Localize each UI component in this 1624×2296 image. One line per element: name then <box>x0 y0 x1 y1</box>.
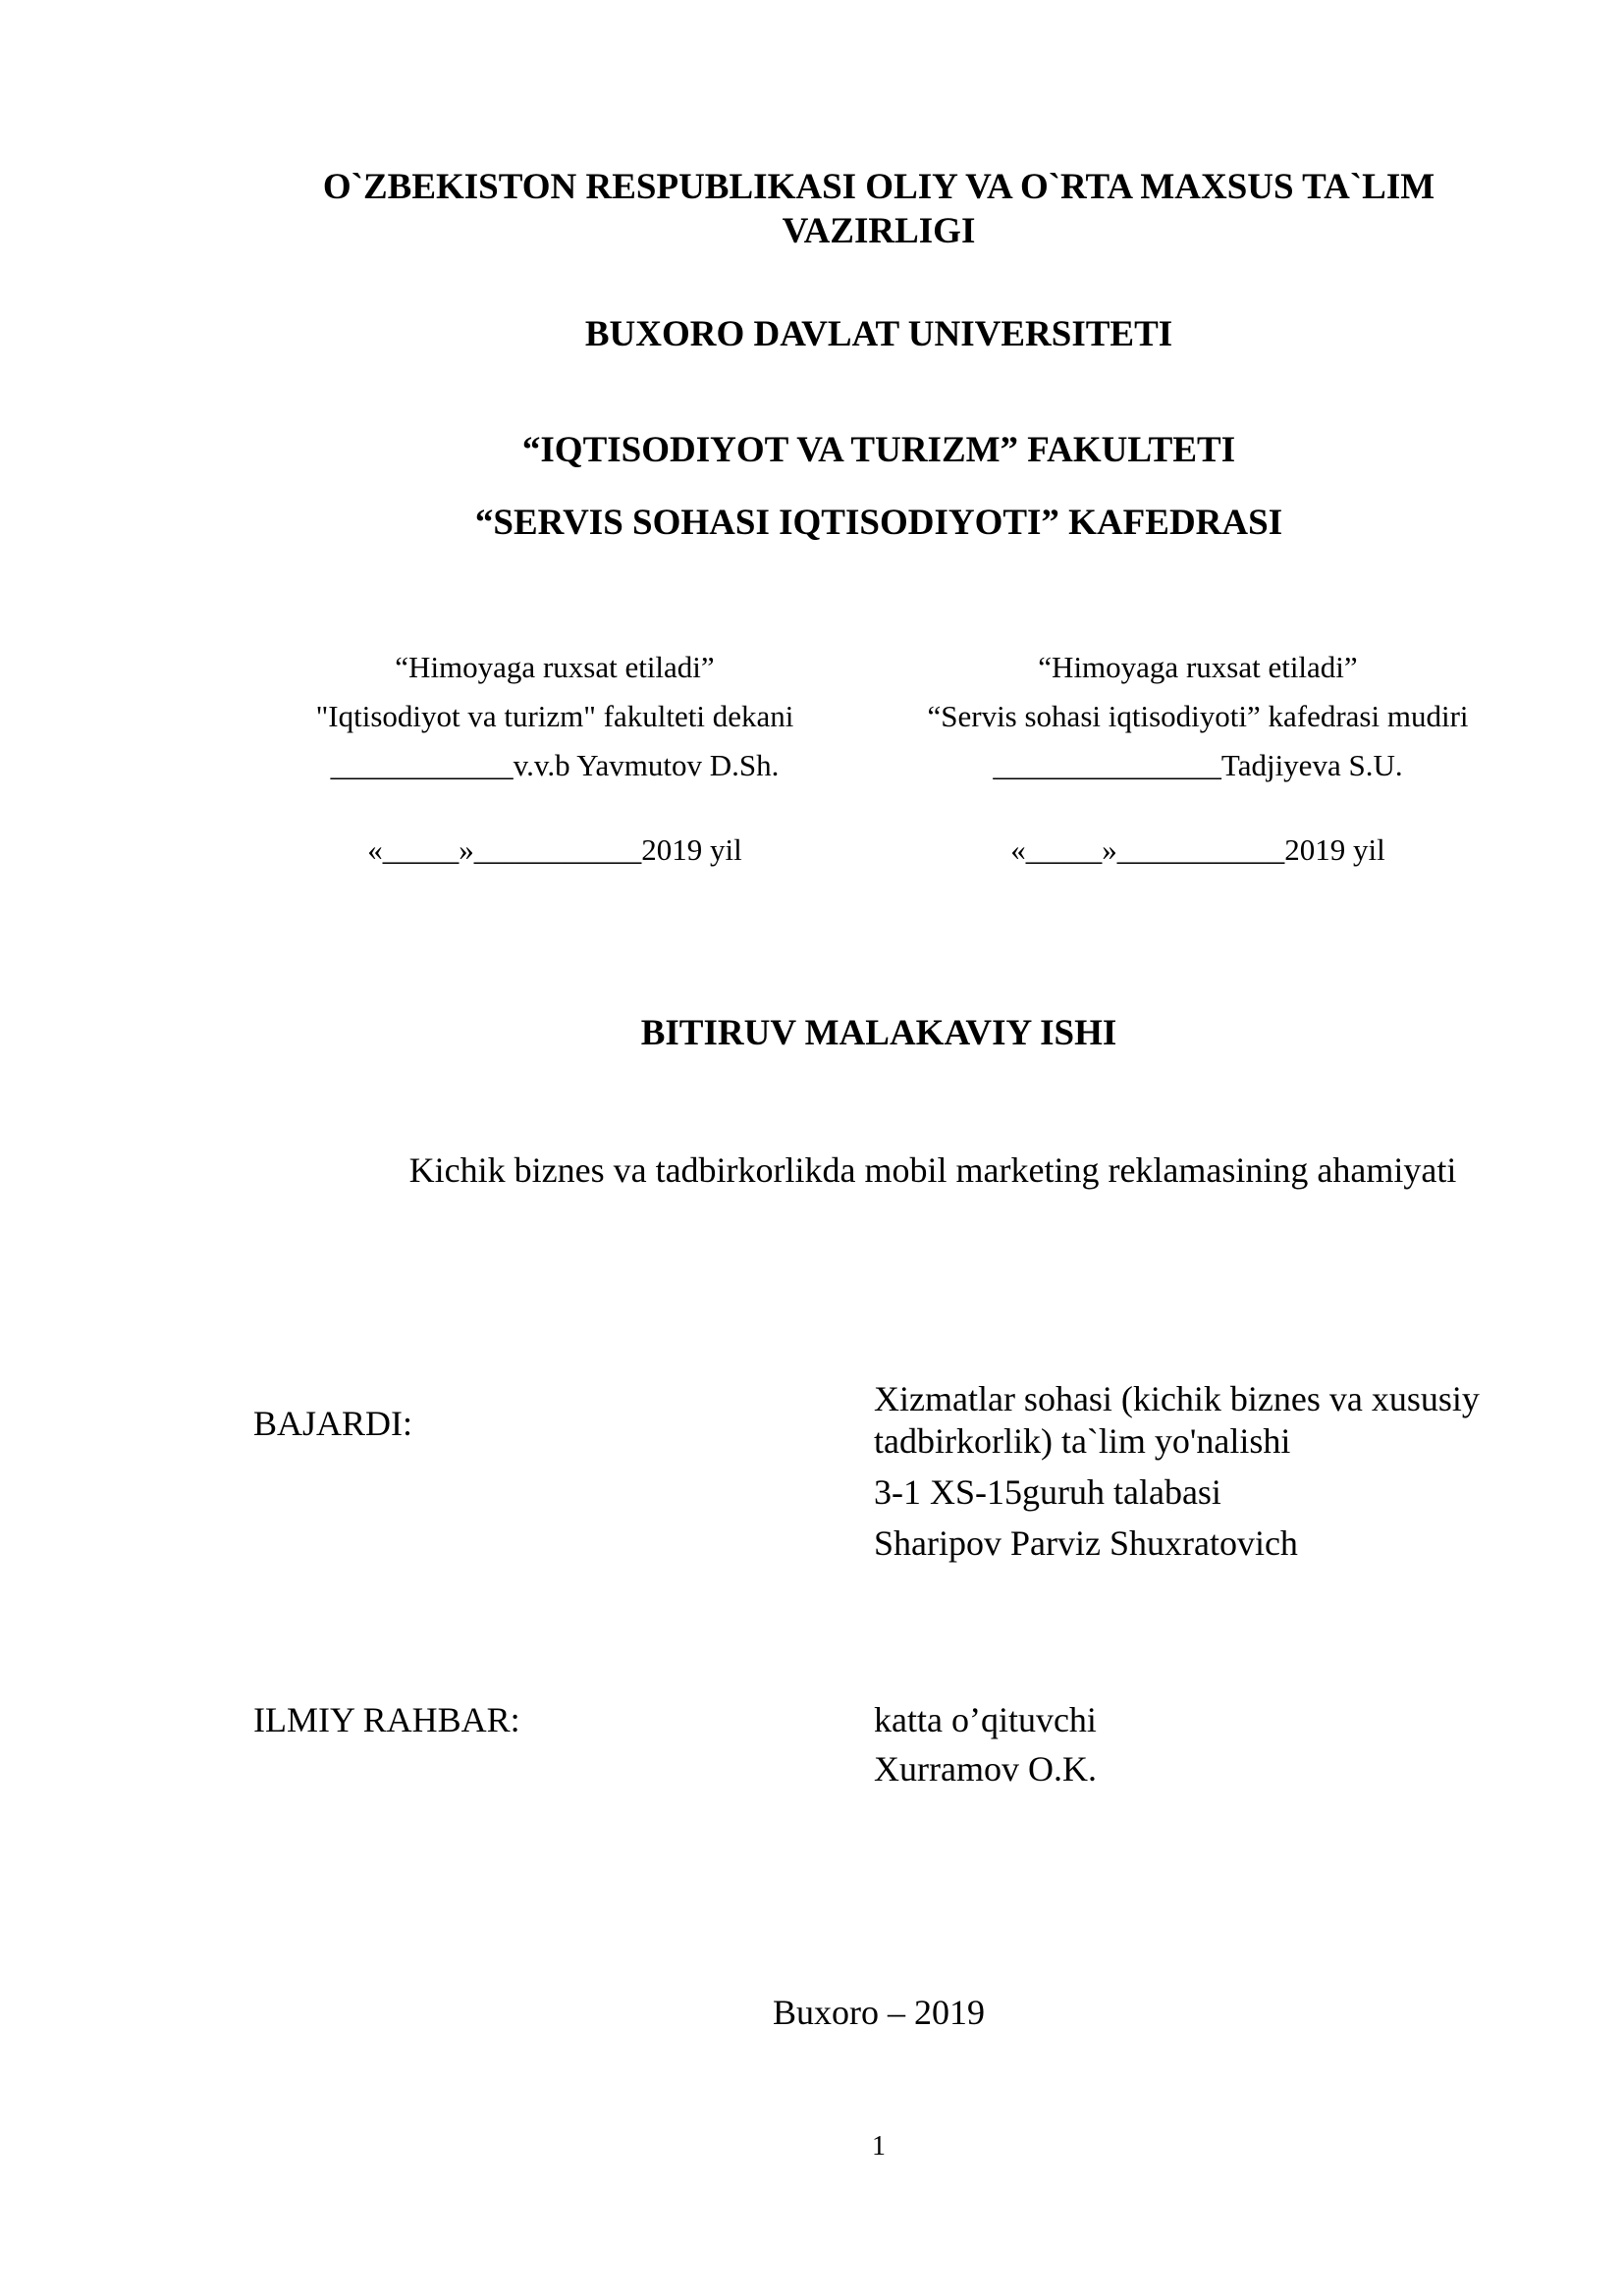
performer-info <box>874 1378 1581 1567</box>
thesis-topic: Kichik biznes va tadbirkorlikda mobil marketing reklamasining ahamiyati <box>408 1150 1457 1190</box>
performer-line-2: tadbirkorlik) ta`lim yo'nalishi <box>874 1421 1291 1461</box>
performer-name: Sharipov Parviz Shuxratovich <box>874 1523 1298 1563</box>
advisor-title: katta o’qituvchi <box>874 1700 1097 1739</box>
approval-position: “Servis sohasi iqtisodiyoti” kafedrasi mudiri <box>927 699 1469 733</box>
ministry-line-1: O`ZBEKISTON RESPUBLIKASI OLIY VA O`RTA MAXSUS TA`LIM <box>322 167 1435 207</box>
performer-label: BAJARDI: <box>253 1404 413 1443</box>
performer-line-1: Xizmatlar sohasi (kichik biznes va xususiy <box>874 1379 1480 1418</box>
faculty-heading: “IQTISODIYOT VA TURIZM” FAKULTETI <box>521 430 1236 470</box>
approval-title: “Himoyaga ruxsat etiladi” <box>1038 650 1358 684</box>
approval-date: «_____»___________2019 yil <box>1010 832 1385 867</box>
department-heading: “SERVIS SOHASI IQTISODIYOTI” KAFEDRASI <box>474 503 1283 543</box>
approval-position: "Iqtisodiyot va turizm" fakulteti dekani <box>315 699 794 733</box>
advisor-info <box>874 1698 1581 1790</box>
approval-signature: _______________Tadjiyeva S.U. <box>993 748 1403 782</box>
ministry-heading <box>216 165 1542 253</box>
ministry-line-2: VAZIRLIGI <box>782 211 976 251</box>
approval-date: «_____»___________2019 yil <box>367 832 742 867</box>
advisor-name: Xurramov O.K. <box>874 1749 1097 1789</box>
approval-block-dean <box>241 643 869 875</box>
page-number: 1 <box>872 2131 886 2162</box>
university-heading: BUXORO DAVLAT UNIVERSITETI <box>584 314 1173 354</box>
approval-signature: ____________v.v.b Yavmutov D.Sh. <box>330 748 780 782</box>
approval-title: “Himoyaga ruxsat etiladi” <box>395 650 715 684</box>
advisor-label: ILMIY RAHBAR: <box>253 1700 520 1739</box>
document-type: BITIRUV MALAKAVIY ISHI <box>640 1013 1117 1053</box>
approval-block-head <box>864 643 1532 875</box>
city-year: Buxoro – 2019 <box>773 1993 985 2032</box>
performer-group: 3-1 XS-15guruh talabasi <box>874 1472 1221 1512</box>
